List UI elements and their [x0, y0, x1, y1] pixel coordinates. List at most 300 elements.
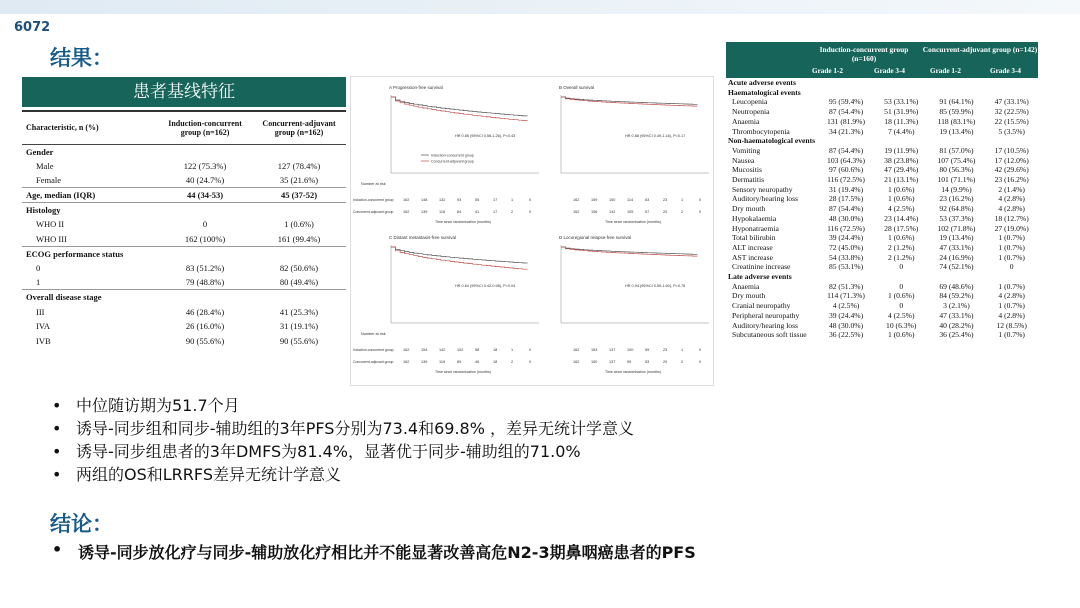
bullet-item: • 诱导-同步组和同步-辅助组的3年PFS分别为73.4和69.8% ，差异无统计学意义 — [50, 417, 634, 440]
adverse-value: 36 (22.5%) — [828, 330, 864, 340]
baseline-cell: 127 (78.4%) — [277, 160, 321, 171]
baseline-cell: III — [36, 306, 45, 317]
adverse-row — [726, 282, 1038, 292]
adverse-value: 19 (11.9%) — [884, 145, 919, 155]
adverse-value: 114 (71.3%) — [827, 291, 865, 301]
baseline-cell: 83 (51.2%) — [185, 263, 225, 274]
adverse-label: Late adverse events — [728, 272, 792, 282]
adverse-value: 1 (0.6%) — [887, 194, 915, 204]
curve-concurrent — [391, 97, 527, 121]
adverse-row — [726, 214, 1038, 224]
adverse-value: 101 (71.1%) — [937, 175, 976, 185]
adverse-value: 23 (16.2%) — [939, 194, 974, 204]
adverse-label: Dry mouth — [732, 204, 766, 214]
risk-value: 139 — [421, 360, 428, 364]
risk-value: 58 — [475, 348, 480, 352]
adverse-value: 2 (1.2%) — [887, 252, 915, 262]
adverse-value: 48 (30.0%) — [828, 213, 864, 223]
risk-value: 162 — [573, 360, 580, 364]
adverse-value: 39 (24.4%) — [828, 233, 864, 243]
adverse-row — [726, 185, 1038, 195]
adverse-label: Haematological events — [728, 87, 801, 97]
x-axis-label: Time since randomisation (months) — [435, 220, 491, 224]
header-characteristic: Characteristic, n (%) — [22, 112, 158, 144]
adverse-label: Mucositis — [732, 165, 762, 175]
risk-value: 132 — [439, 198, 446, 202]
baseline-cell: 1 — [36, 277, 41, 288]
adverse-value — [817, 78, 875, 88]
adverse-row — [726, 204, 1038, 214]
baseline-cell — [158, 290, 252, 305]
baseline-cell: 46 (28.4%) — [185, 306, 225, 317]
adverse-value: 95 (59.4%) — [828, 97, 864, 107]
adverse-value — [928, 272, 986, 282]
adverse-value: 81 (57.0%) — [939, 145, 974, 155]
adverse-value: 0 — [899, 301, 904, 311]
adverse-header-b: Concurrent-adjuvant group (n=142) — [922, 45, 1038, 54]
slide-number: 6072 — [14, 20, 51, 35]
risk-value: 100 — [627, 348, 634, 352]
adverse-value: 92 (64.8%) — [939, 204, 974, 214]
adverse-value: 116 (72.5%) — [827, 175, 865, 185]
risk-value: 59 — [645, 348, 650, 352]
baseline-cell: 0 — [36, 263, 41, 274]
adverse-value: 103 (64.3%) — [827, 155, 865, 165]
adverse-value: 4 (2.5%) — [887, 204, 915, 214]
adverse-value: 4 (2.8%) — [998, 291, 1025, 301]
adverse-value — [875, 88, 928, 98]
adverse-value: 4 (2.5%) — [887, 310, 915, 320]
adverse-header-a: Induction-concurrent group (n=160) — [819, 45, 909, 63]
risk-value: 118 — [439, 210, 446, 214]
adverse-value: 19 (13.4%) — [939, 126, 974, 136]
adverse-label: Peripheral neuropathy — [732, 310, 800, 320]
adverse-value: 1 (0.6%) — [887, 233, 915, 243]
risk-value: 20 — [663, 210, 668, 214]
risk-value: 162 — [573, 198, 580, 202]
risk-value: 23 — [663, 348, 668, 352]
adverse-row — [726, 311, 1038, 321]
adverse-value: 31 (19.4%) — [828, 184, 864, 194]
adverse-label: Creatinine increase — [732, 262, 791, 272]
adverse-label: ALT increase — [732, 242, 773, 252]
km-curves — [351, 77, 715, 387]
risk-label: Number at risk — [361, 182, 386, 186]
risk-value: 2 — [511, 360, 514, 364]
baseline-row — [22, 188, 346, 203]
adverse-value: 1 (0.7%) — [998, 233, 1025, 243]
header-concurrent: Concurrent-adjuvant group (n=162) — [252, 112, 346, 144]
risk-value: 102 — [457, 348, 464, 352]
adverse-label: Vomiting — [732, 145, 761, 155]
risk-value: 162 — [403, 348, 410, 352]
baseline-cell: 40 (24.7%) — [185, 175, 225, 186]
adverse-label: Dry mouth — [732, 291, 766, 301]
adverse-value: 69 (48.6%) — [939, 281, 974, 291]
hazard-ratio: HR 0.88 (95%CI 0.49-1.16), P=0.17 — [625, 134, 686, 138]
adverse-value: 0 — [899, 281, 904, 291]
risk-value: 0 — [699, 210, 702, 214]
adverse-value: 7 (4.4%) — [887, 126, 915, 136]
adverse-row — [726, 301, 1038, 311]
adverse-row — [726, 78, 1038, 88]
adverse-value: 10 (6.3%) — [886, 320, 917, 330]
baseline-cell — [158, 246, 252, 261]
baseline-row — [22, 334, 346, 349]
baseline-cell: 80 (49.4%) — [279, 277, 319, 288]
baseline-cell: 35 (21.6%) — [279, 175, 319, 186]
adverse-row — [726, 272, 1038, 282]
adverse-value — [875, 272, 928, 282]
panel-title: B Overall survival — [559, 85, 595, 90]
adverse-value: 80 (56.3%) — [939, 165, 974, 175]
risk-value: 162 — [573, 348, 580, 352]
adverse-row — [726, 165, 1038, 175]
adverse-value: 23 (16.2%) — [994, 175, 1029, 185]
baseline-cell: Female — [36, 175, 62, 186]
hazard-ratio: HR 0.85 (95%CI 0.58-1.26), P=0.43 — [455, 134, 516, 138]
adverse-value: 1 (0.7%) — [998, 330, 1025, 340]
adverse-value — [875, 78, 928, 88]
risk-value: 137 — [609, 360, 616, 364]
adverse-value: 4 (2.5%) — [832, 301, 860, 311]
baseline-cell: 82 (50.6%) — [279, 263, 319, 274]
baseline-cell: Overall disease stage — [22, 290, 158, 305]
adverse-value: 1 (0.7%) — [998, 301, 1025, 311]
adverse-value: 53 (37.3%) — [939, 213, 974, 223]
baseline-cell: Age, median (IQR) — [22, 188, 158, 203]
baseline-cell: 162 (100%) — [184, 233, 226, 244]
risk-value: 114 — [627, 198, 634, 202]
baseline-row — [22, 232, 346, 247]
adverse-row — [726, 117, 1038, 127]
baseline-cell: Histology — [22, 202, 158, 217]
adverse-row — [726, 88, 1038, 98]
risk-value: 159 — [591, 198, 598, 202]
adverse-value: 39 (24.4%) — [828, 310, 864, 320]
risk-value: 93 — [457, 198, 462, 202]
adverse-value: 102 (71.8%) — [937, 223, 976, 233]
adverse-row — [726, 136, 1038, 146]
hazard-ratio: HR 0.64 (95%CI 0.42-0.98), P=0.04 — [455, 284, 516, 288]
baseline-cell: Male — [36, 160, 54, 171]
adverse-value: 118 (83.1%) — [937, 116, 976, 126]
hazard-ratio: HR 0.94 (95%CI 0.59-1.60), P=0.78 — [625, 284, 686, 288]
baseline-row — [22, 305, 346, 320]
adverse-value: 5 (3.5%) — [998, 126, 1025, 136]
baseline-cell: 44 (34-53) — [158, 188, 252, 203]
adverse-row — [726, 321, 1038, 331]
baseline-cell: WHO II — [36, 219, 65, 230]
panel-title: C Distant metastasis-free survival — [389, 235, 457, 240]
risk-value: 84 — [457, 210, 462, 214]
risk-value: 142 — [439, 348, 446, 352]
adverse-value: 1 (0.7%) — [998, 281, 1025, 291]
risk-value: 1 — [681, 198, 684, 202]
adverse-value: 42 (29.6%) — [994, 165, 1029, 175]
baseline-cell: 122 (75.3%) — [183, 160, 227, 171]
adverse-value: 85 (53.1%) — [828, 262, 864, 272]
panel-title: A Progression-free survival — [389, 85, 443, 90]
risk-value: 0 — [529, 360, 532, 364]
bullet-item: • 诱导-同步组患者的3年DMFS为81.4%，显著优于同步-辅助组的71.0% — [50, 440, 634, 463]
adverse-label: Leucopenia — [732, 97, 768, 107]
baseline-row — [22, 202, 346, 217]
risk-value: 17 — [493, 198, 498, 202]
adverse-value: 131 (81.9%) — [827, 116, 865, 126]
adverse-value: 74 (52.1%) — [939, 262, 974, 272]
conclusion-bullet-icon: • — [52, 540, 63, 559]
risk-value: 18 — [493, 360, 498, 364]
adverse-value — [985, 78, 1038, 88]
adverse-value — [817, 272, 875, 282]
adverse-row — [726, 243, 1038, 253]
adverse-label: Anaemia — [732, 116, 760, 126]
adverse-label: Hypokalaemia — [732, 213, 777, 223]
adverse-value: 54 (33.8%) — [828, 252, 864, 262]
risk-value: 41 — [475, 210, 480, 214]
adverse-value: 14 (9.9%) — [941, 184, 972, 194]
risk-value: 0 — [699, 198, 702, 202]
adverse-value: 28 (17.5%) — [884, 223, 919, 233]
adverse-value: 27 (19.0%) — [994, 223, 1029, 233]
baseline-row — [22, 290, 346, 305]
baseline-cell — [158, 202, 252, 217]
panel-title: D Locoregional relapse-free survival — [559, 235, 632, 240]
risk-value: 105 — [627, 210, 634, 214]
risk-value: 0 — [529, 348, 532, 352]
baseline-cell: 0 — [202, 219, 208, 230]
adverse-value — [817, 88, 875, 98]
adverse-value: 28 (17.5%) — [828, 194, 864, 204]
adverse-events-table — [726, 42, 1038, 386]
baseline-cell: 1 (0.6%) — [284, 219, 314, 230]
risk-value: 2 — [511, 210, 514, 214]
adverse-value: 47 (33.1%) — [994, 97, 1029, 107]
risk-value: 142 — [609, 210, 616, 214]
risk-value: 53 — [645, 360, 650, 364]
baseline-cell: 26 (16.0%) — [185, 321, 225, 332]
adverse-value: 47 (33.1%) — [939, 310, 974, 320]
baseline-row — [22, 159, 346, 174]
adverse-value — [928, 88, 986, 98]
baseline-row — [22, 173, 346, 188]
baseline-cell: ECOG performance status — [22, 246, 158, 261]
risk-value: 0 — [529, 210, 532, 214]
adverse-row — [726, 262, 1038, 272]
risk-value: 162 — [573, 210, 580, 214]
adverse-value: 34 (21.3%) — [828, 126, 864, 136]
adverse-label: Acute adverse events — [728, 78, 796, 87]
adverse-value: 24 (16.9%) — [939, 252, 974, 262]
risk-value: 162 — [403, 198, 410, 202]
adverse-value — [928, 136, 986, 146]
top-bar — [0, 0, 1080, 14]
risk-value: 119 — [439, 360, 446, 364]
adverse-value: 72 (45.0%) — [828, 242, 864, 252]
adverse-row — [726, 233, 1038, 243]
risk-value: 23 — [663, 198, 668, 202]
adverse-value: 1 (0.6%) — [887, 184, 915, 194]
adverse-value: 87 (54.4%) — [828, 145, 864, 155]
baseline-cell — [252, 144, 346, 159]
baseline-cell: 79 (48.8%) — [185, 277, 225, 288]
adverse-header — [726, 42, 1038, 78]
baseline-cell: 31 (19.1%) — [279, 321, 319, 332]
bullet-item: • 中位随访期为51.7个月 — [50, 394, 634, 417]
adverse-label: Cranial neuropathy — [732, 301, 791, 311]
risk-value: 46 — [475, 360, 480, 364]
baseline-cell: 161 (99.4%) — [277, 233, 321, 244]
adverse-row — [726, 224, 1038, 234]
risk-value: 137 — [609, 348, 616, 352]
risk-value: 156 — [591, 210, 598, 214]
adverse-value: 38 (23.8%) — [884, 155, 919, 165]
baseline-table — [22, 110, 346, 386]
risk-value: 2 — [681, 360, 684, 364]
risk-value: 18 — [493, 348, 498, 352]
baseline-row — [22, 261, 346, 276]
adverse-value: 36 (25.4%) — [939, 330, 974, 340]
adverse-value: 32 (22.5%) — [994, 107, 1029, 117]
adverse-value: 87 (54.4%) — [828, 107, 864, 117]
adverse-row — [726, 194, 1038, 204]
adverse-row — [726, 156, 1038, 166]
adverse-label: Auditory/hearing loss — [732, 320, 799, 330]
adverse-value: 1 (0.7%) — [998, 242, 1025, 252]
adverse-value — [985, 136, 1038, 146]
adverse-label: Anaemia — [732, 281, 760, 291]
risk-value: 0 — [699, 360, 702, 364]
adverse-value: 51 (31.9%) — [884, 107, 919, 117]
header-induction: Induction-concurrent group (n=162) — [158, 112, 252, 144]
survival-plots — [350, 76, 714, 386]
adverse-value: 1 (0.6%) — [887, 291, 915, 301]
adverse-value: 2 (1.2%) — [887, 242, 915, 252]
adverse-row — [726, 291, 1038, 301]
adverse-value: 1 (0.6%) — [887, 330, 915, 340]
risk-value: 150 — [591, 360, 598, 364]
risk-value: 89 — [457, 360, 462, 364]
legend-a: Induction-concurrent group — [431, 153, 474, 158]
adverse-label: Total bilirubin — [732, 233, 776, 243]
risk-label: Number at risk — [361, 332, 386, 336]
baseline-row — [22, 246, 346, 261]
risk-value: 162 — [403, 360, 410, 364]
adverse-label: Hyponatraemia — [732, 223, 779, 233]
grade-b2: Grade 3-4 — [990, 67, 1021, 75]
adverse-label: Subcutaneous soft tissue — [732, 330, 807, 340]
adverse-row — [726, 175, 1038, 185]
curve-induction — [391, 247, 527, 263]
conclusion-text: 诱导-同步放化疗与同步-辅助放化疗相比并不能显著改善高危N2-3期鼻咽癌患者的PFS — [78, 543, 696, 562]
adverse-value — [985, 272, 1038, 282]
adverse-value: 17 (12.0%) — [994, 155, 1029, 165]
adverse-value: 12 (8.5%) — [996, 320, 1027, 330]
adverse-value: 2 (1.4%) — [998, 184, 1025, 194]
adverse-label: Nausea — [732, 155, 755, 165]
adverse-label: Thrombocytopenia — [732, 126, 790, 136]
adverse-value: 18 (12.7%) — [994, 213, 1029, 223]
risk-value: 1 — [681, 348, 684, 352]
adverse-value: 48 (30.0%) — [828, 320, 864, 330]
adverse-value — [817, 136, 875, 146]
risk-value: 139 — [421, 210, 428, 214]
adverse-label: Neutropenia — [732, 107, 770, 117]
legend-b: Concurrent-adjuvant group — [431, 159, 474, 164]
adverse-value: 23 (14.4%) — [884, 213, 919, 223]
baseline-cell: 90 (55.6%) — [279, 336, 319, 347]
baseline-cell — [252, 290, 346, 305]
risk-group-a: Induction-concurrent group — [353, 348, 394, 352]
risk-value: 0 — [699, 348, 702, 352]
baseline-row — [22, 275, 346, 290]
x-axis-label: Time since randomisation (months) — [605, 370, 661, 374]
x-axis-label: Time since randomisation (months) — [605, 220, 661, 224]
adverse-value: 4 (2.8%) — [998, 194, 1025, 204]
adverse-value: 4 (2.8%) — [998, 310, 1025, 320]
adverse-value: 97 (60.6%) — [828, 165, 864, 175]
adverse-value: 21 (13.1%) — [884, 175, 919, 185]
risk-value: 153 — [591, 348, 598, 352]
adverse-value: 85 (59.9%) — [939, 107, 974, 117]
adverse-row — [726, 330, 1038, 340]
adverse-value: 3 (2.1%) — [943, 301, 970, 311]
adverse-value: 107 (75.4%) — [937, 155, 976, 165]
risk-value: 150 — [609, 198, 616, 202]
adverse-value: 4 (2.8%) — [998, 204, 1025, 214]
adverse-label: Auditory/hearing loss — [732, 194, 799, 204]
baseline-cell: 45 (37-52) — [252, 188, 346, 203]
adverse-value — [875, 136, 928, 146]
baseline-cell: 90 (55.6%) — [185, 336, 225, 347]
adverse-value: 17 (10.5%) — [994, 145, 1029, 155]
adverse-value: 19 (13.4%) — [939, 233, 974, 243]
grade-a1: Grade 1-2 — [812, 67, 843, 75]
adverse-value: 18 (11.3%) — [884, 116, 919, 126]
results-bullets — [50, 394, 634, 486]
bullet-item: • 两组的OS和LRRFS差异无统计学意义 — [50, 463, 634, 486]
adverse-row — [726, 253, 1038, 263]
adverse-value: 40 (28.2%) — [939, 320, 974, 330]
baseline-row — [22, 217, 346, 232]
adverse-label: Dermatitis — [732, 175, 765, 185]
adverse-value: 84 (59.2%) — [939, 291, 974, 301]
baseline-cell: IVA — [36, 321, 51, 332]
results-heading: 结果： — [50, 46, 113, 70]
risk-group-b: Concurrent-adjuvant group — [353, 210, 394, 214]
adverse-row — [726, 107, 1038, 117]
adverse-value: 91 (64.1%) — [939, 97, 974, 107]
risk-value: 0 — [529, 198, 532, 202]
risk-group-a: Induction-concurrent group — [353, 198, 394, 202]
adverse-value: 82 (51.3%) — [828, 281, 864, 291]
adverse-value: 116 (72.5%) — [827, 223, 865, 233]
grade-b1: Grade 1-2 — [930, 67, 961, 75]
baseline-banner: 患者基线特征 — [22, 77, 346, 107]
adverse-label: Sensory neuropathy — [732, 184, 793, 194]
adverse-value: 22 (15.5%) — [994, 116, 1029, 126]
risk-value: 148 — [421, 198, 428, 202]
adverse-label: AST increase — [732, 252, 773, 262]
baseline-cell: WHO III — [36, 233, 67, 244]
adverse-row — [726, 146, 1038, 156]
risk-group-b: Concurrent-adjuvant group — [353, 360, 394, 364]
adverse-value: 87 (54.4%) — [828, 204, 864, 214]
risk-value: 20 — [663, 360, 668, 364]
baseline-row — [22, 319, 346, 334]
adverse-value: 53 (33.1%) — [884, 97, 919, 107]
